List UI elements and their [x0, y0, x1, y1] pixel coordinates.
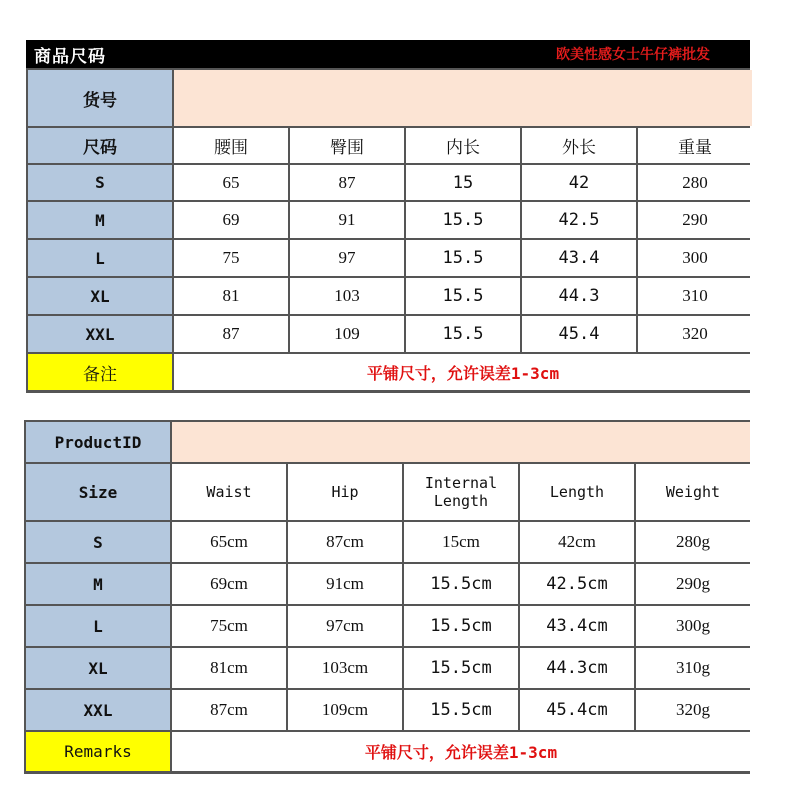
- table-cell: 15.5: [406, 278, 520, 314]
- table-cell: 290: [638, 202, 752, 238]
- table-cell: 15.5cm: [404, 690, 518, 730]
- table-cell: 42.5cm: [520, 564, 634, 604]
- column-header-hip: Hip: [288, 464, 402, 520]
- column-header-hip: 臀围: [290, 128, 404, 163]
- column-header-length: 外长: [522, 128, 636, 163]
- product-id-label: ProductID: [26, 422, 170, 462]
- table-cell: 65cm: [172, 522, 286, 562]
- remarks-label: 备注: [28, 354, 172, 390]
- column-header-length: Length: [520, 464, 634, 520]
- row-size-xxl: XXL: [26, 690, 170, 730]
- table-cell: 42.5: [522, 202, 636, 238]
- row-size-xl: XL: [28, 278, 172, 314]
- table-cell: 87: [174, 316, 288, 352]
- table-cell: 15cm: [404, 522, 518, 562]
- column-header-waist: Waist: [172, 464, 286, 520]
- row-size-s: S: [28, 165, 172, 200]
- table-cell: 103cm: [288, 648, 402, 688]
- remarks-label: Remarks: [26, 732, 170, 771]
- table-cell: 310g: [636, 648, 750, 688]
- banner-brand: 欧美性感女士牛仔裤批发: [556, 47, 710, 63]
- column-header-internal-length: Internal Length: [404, 464, 518, 520]
- table-cell: 43.4: [522, 240, 636, 276]
- table-cell: 109: [290, 316, 404, 352]
- table-cell: 15.5: [406, 240, 520, 276]
- table-cell: 75cm: [172, 606, 286, 646]
- banner-title: 商品尺码: [34, 46, 106, 67]
- table-cell: 45.4: [522, 316, 636, 352]
- table-cell: 300g: [636, 606, 750, 646]
- table-cell: 87cm: [172, 690, 286, 730]
- table-cell: 320g: [636, 690, 750, 730]
- table-cell: 91: [290, 202, 404, 238]
- table-cell: 65: [174, 165, 288, 200]
- row-size-l: L: [26, 606, 170, 646]
- table-cell: 15.5cm: [404, 648, 518, 688]
- table-cell: 81cm: [172, 648, 286, 688]
- table-cell: 15.5: [406, 202, 520, 238]
- table-cell: 320: [638, 316, 752, 352]
- table-cell: 280: [638, 165, 752, 200]
- table-cell: 45.4cm: [520, 690, 634, 730]
- product-id-value: [174, 70, 752, 126]
- column-header-weight: Weight: [636, 464, 750, 520]
- column-header-weight: 重量: [638, 128, 752, 163]
- table-cell: 103: [290, 278, 404, 314]
- table-cell: 97: [290, 240, 404, 276]
- row-size-s: S: [26, 522, 170, 562]
- table-cell: 69: [174, 202, 288, 238]
- table-cell: 15.5cm: [404, 564, 518, 604]
- title-banner: [26, 40, 750, 68]
- column-header-waist: 腰围: [174, 128, 288, 163]
- row-size-xxl: XXL: [28, 316, 172, 352]
- table-cell: 300: [638, 240, 752, 276]
- row-size-xl: XL: [26, 648, 170, 688]
- row-size-m: M: [26, 564, 170, 604]
- size-table-english: [24, 420, 750, 774]
- size-table-chinese: [26, 68, 750, 393]
- table-cell: 44.3cm: [520, 648, 634, 688]
- size-label: 尺码: [28, 128, 172, 163]
- table-cell: 15: [406, 165, 520, 200]
- product-id-value: [172, 422, 750, 462]
- table-cell: 97cm: [288, 606, 402, 646]
- table-cell: 87: [290, 165, 404, 200]
- size-label: Size: [26, 464, 170, 520]
- table-cell: 280g: [636, 522, 750, 562]
- remarks-value: 平铺尺寸，允许误差1-3cm: [172, 732, 750, 771]
- table-cell: 87cm: [288, 522, 402, 562]
- table-cell: 44.3: [522, 278, 636, 314]
- remarks-value: 平铺尺寸，允许误差1-3cm: [174, 354, 752, 390]
- table-cell: 15.5: [406, 316, 520, 352]
- table-cell: 290g: [636, 564, 750, 604]
- table-cell: 109cm: [288, 690, 402, 730]
- column-header-inseam: 内长: [406, 128, 520, 163]
- product-id-label: 货号: [28, 70, 172, 126]
- table-cell: 42: [522, 165, 636, 200]
- table-cell: 91cm: [288, 564, 402, 604]
- table-cell: 42cm: [520, 522, 634, 562]
- table-cell: 81: [174, 278, 288, 314]
- table-cell: 43.4cm: [520, 606, 634, 646]
- table-cell: 69cm: [172, 564, 286, 604]
- table-cell: 75: [174, 240, 288, 276]
- table-cell: 15.5cm: [404, 606, 518, 646]
- row-size-l: L: [28, 240, 172, 276]
- table-cell: 310: [638, 278, 752, 314]
- row-size-m: M: [28, 202, 172, 238]
